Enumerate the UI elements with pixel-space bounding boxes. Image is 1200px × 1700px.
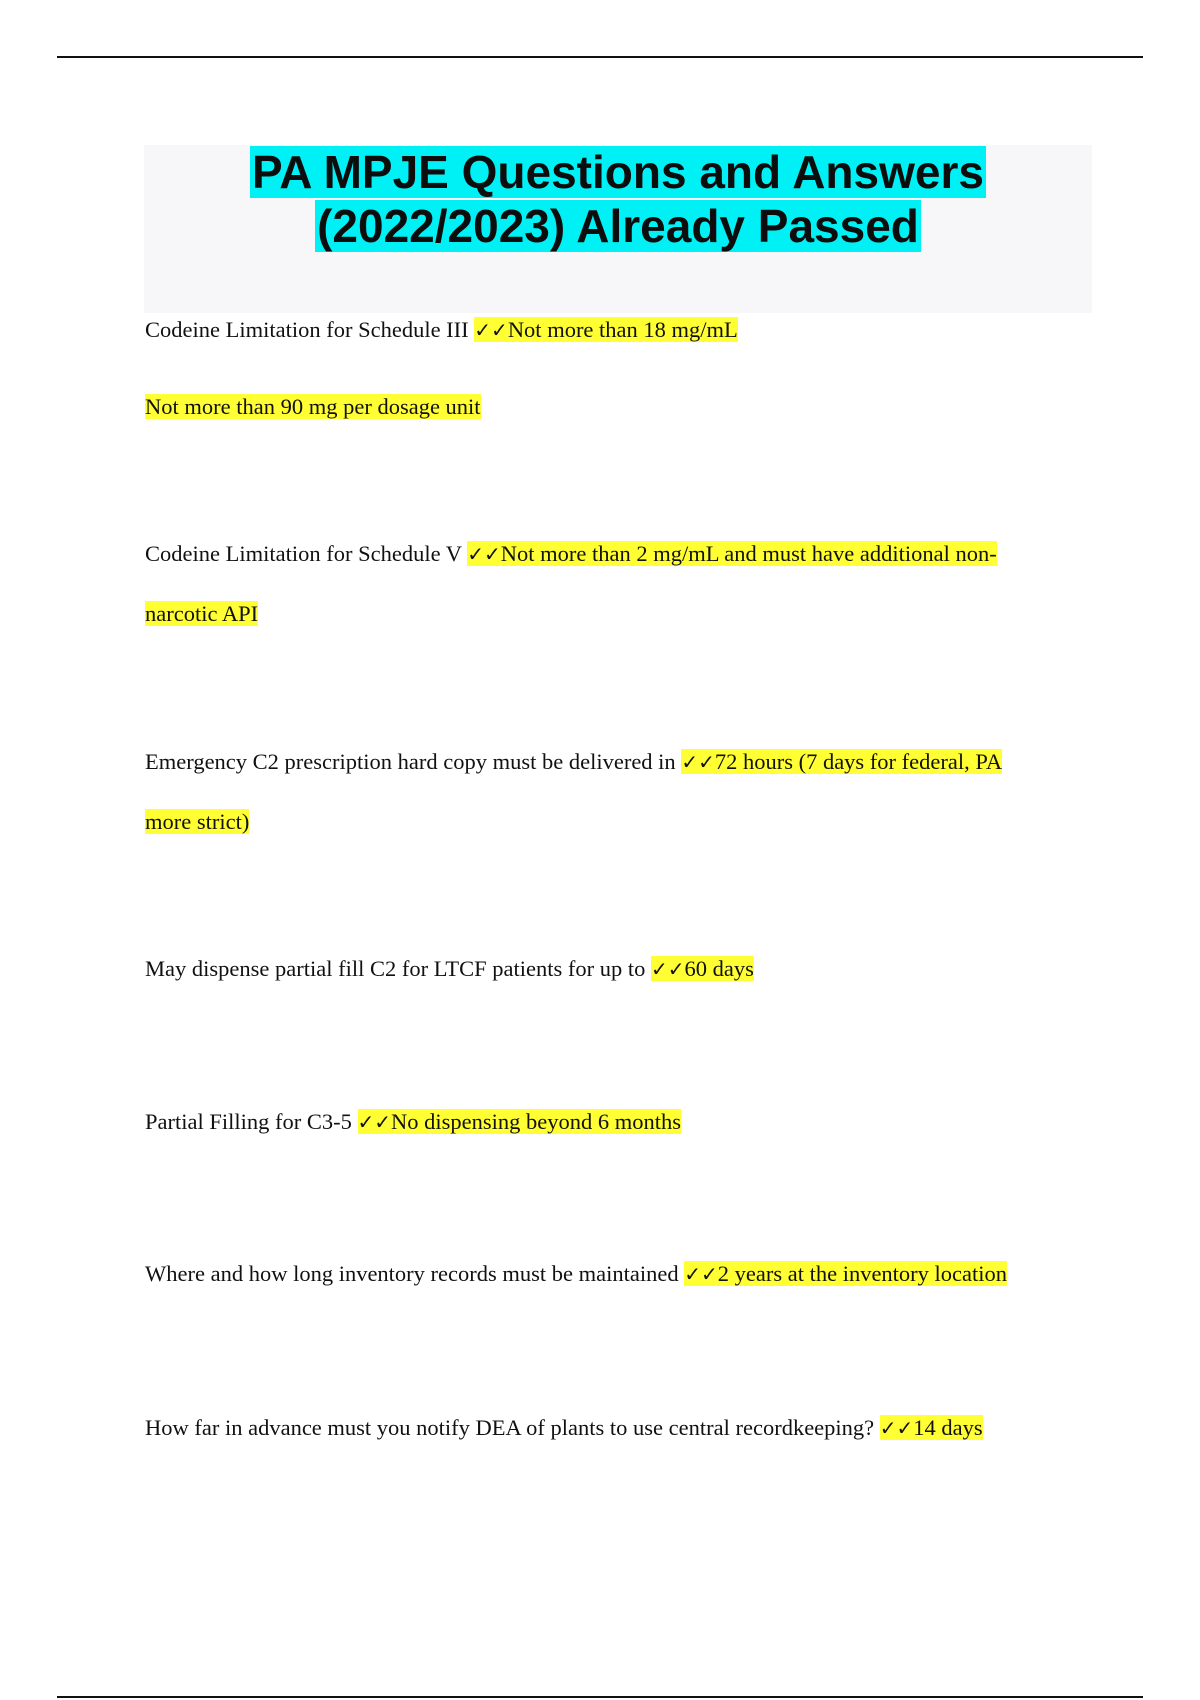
qa-item-2 [145, 540, 1085, 568]
answer-highlight [880, 1415, 983, 1440]
qa-item-3-continued [145, 808, 1085, 836]
double-check-icon: ✓✓ [357, 1110, 392, 1134]
answer-text: 72 hours (7 days for federal, PA [714, 749, 1003, 774]
double-check-icon: ✓✓ [879, 1416, 914, 1440]
double-check-icon: ✓✓ [650, 957, 685, 981]
qa-item-6 [145, 1260, 1085, 1288]
answer-highlight [358, 1109, 682, 1134]
answer-text: Not more than 2 mg/mL and must have additional non- [500, 541, 997, 566]
document-title [144, 145, 1092, 253]
question-text: Codeine Limitation for Schedule III [145, 317, 475, 342]
title-line-2: (2022/2023) Already Passed [317, 200, 919, 252]
double-check-icon: ✓✓ [684, 1262, 718, 1286]
answer-highlight [651, 956, 754, 981]
question-text: Codeine Limitation for Schedule V [145, 541, 468, 566]
answer-text-line-2: Not more than 90 mg per dosage unit [145, 394, 481, 419]
double-check-icon: ✓✓ [681, 750, 715, 774]
question-text: Where and how long inventory records must be maintained [145, 1261, 685, 1286]
answer-highlight [681, 749, 1002, 774]
top-rule [57, 56, 1143, 58]
qa-item-7 [145, 1414, 1085, 1442]
qa-item-2-continued [145, 600, 1085, 628]
answer-text: 2 years at the inventory location [717, 1261, 1008, 1286]
answer-highlight [474, 317, 737, 342]
answer-text: No dispensing beyond 6 months [391, 1109, 682, 1134]
qa-item-1-continued [145, 393, 1085, 421]
answer-text: 60 days [684, 956, 754, 981]
double-check-icon: ✓✓ [467, 542, 501, 566]
answer-text-line-2: more strict) [145, 809, 250, 834]
qa-item-1 [145, 316, 1085, 344]
question-text: How far in advance must you notify DEA of plants to use central recordkeeping? [145, 1415, 880, 1440]
answer-text-line-2: narcotic API [145, 601, 259, 626]
title-banner [144, 145, 1092, 313]
answer-text: 14 days [913, 1415, 983, 1440]
question-text: Partial Filling for C3-5 [145, 1109, 358, 1134]
answer-highlight [684, 1261, 1007, 1286]
double-check-icon: ✓✓ [474, 318, 508, 342]
title-line-1: PA MPJE Questions and Answers [252, 146, 984, 198]
question-text: May dispense partial fill C2 for LTCF patients for up to [145, 956, 651, 981]
answer-text: Not more than 18 mg/mL [507, 317, 738, 342]
question-text: Emergency C2 prescription hard copy must be delivered in [145, 749, 682, 774]
qa-item-4 [145, 955, 1085, 983]
qa-item-5 [145, 1108, 1085, 1136]
qa-item-3 [145, 748, 1085, 776]
answer-highlight [467, 541, 996, 566]
bottom-rule [57, 1696, 1143, 1698]
